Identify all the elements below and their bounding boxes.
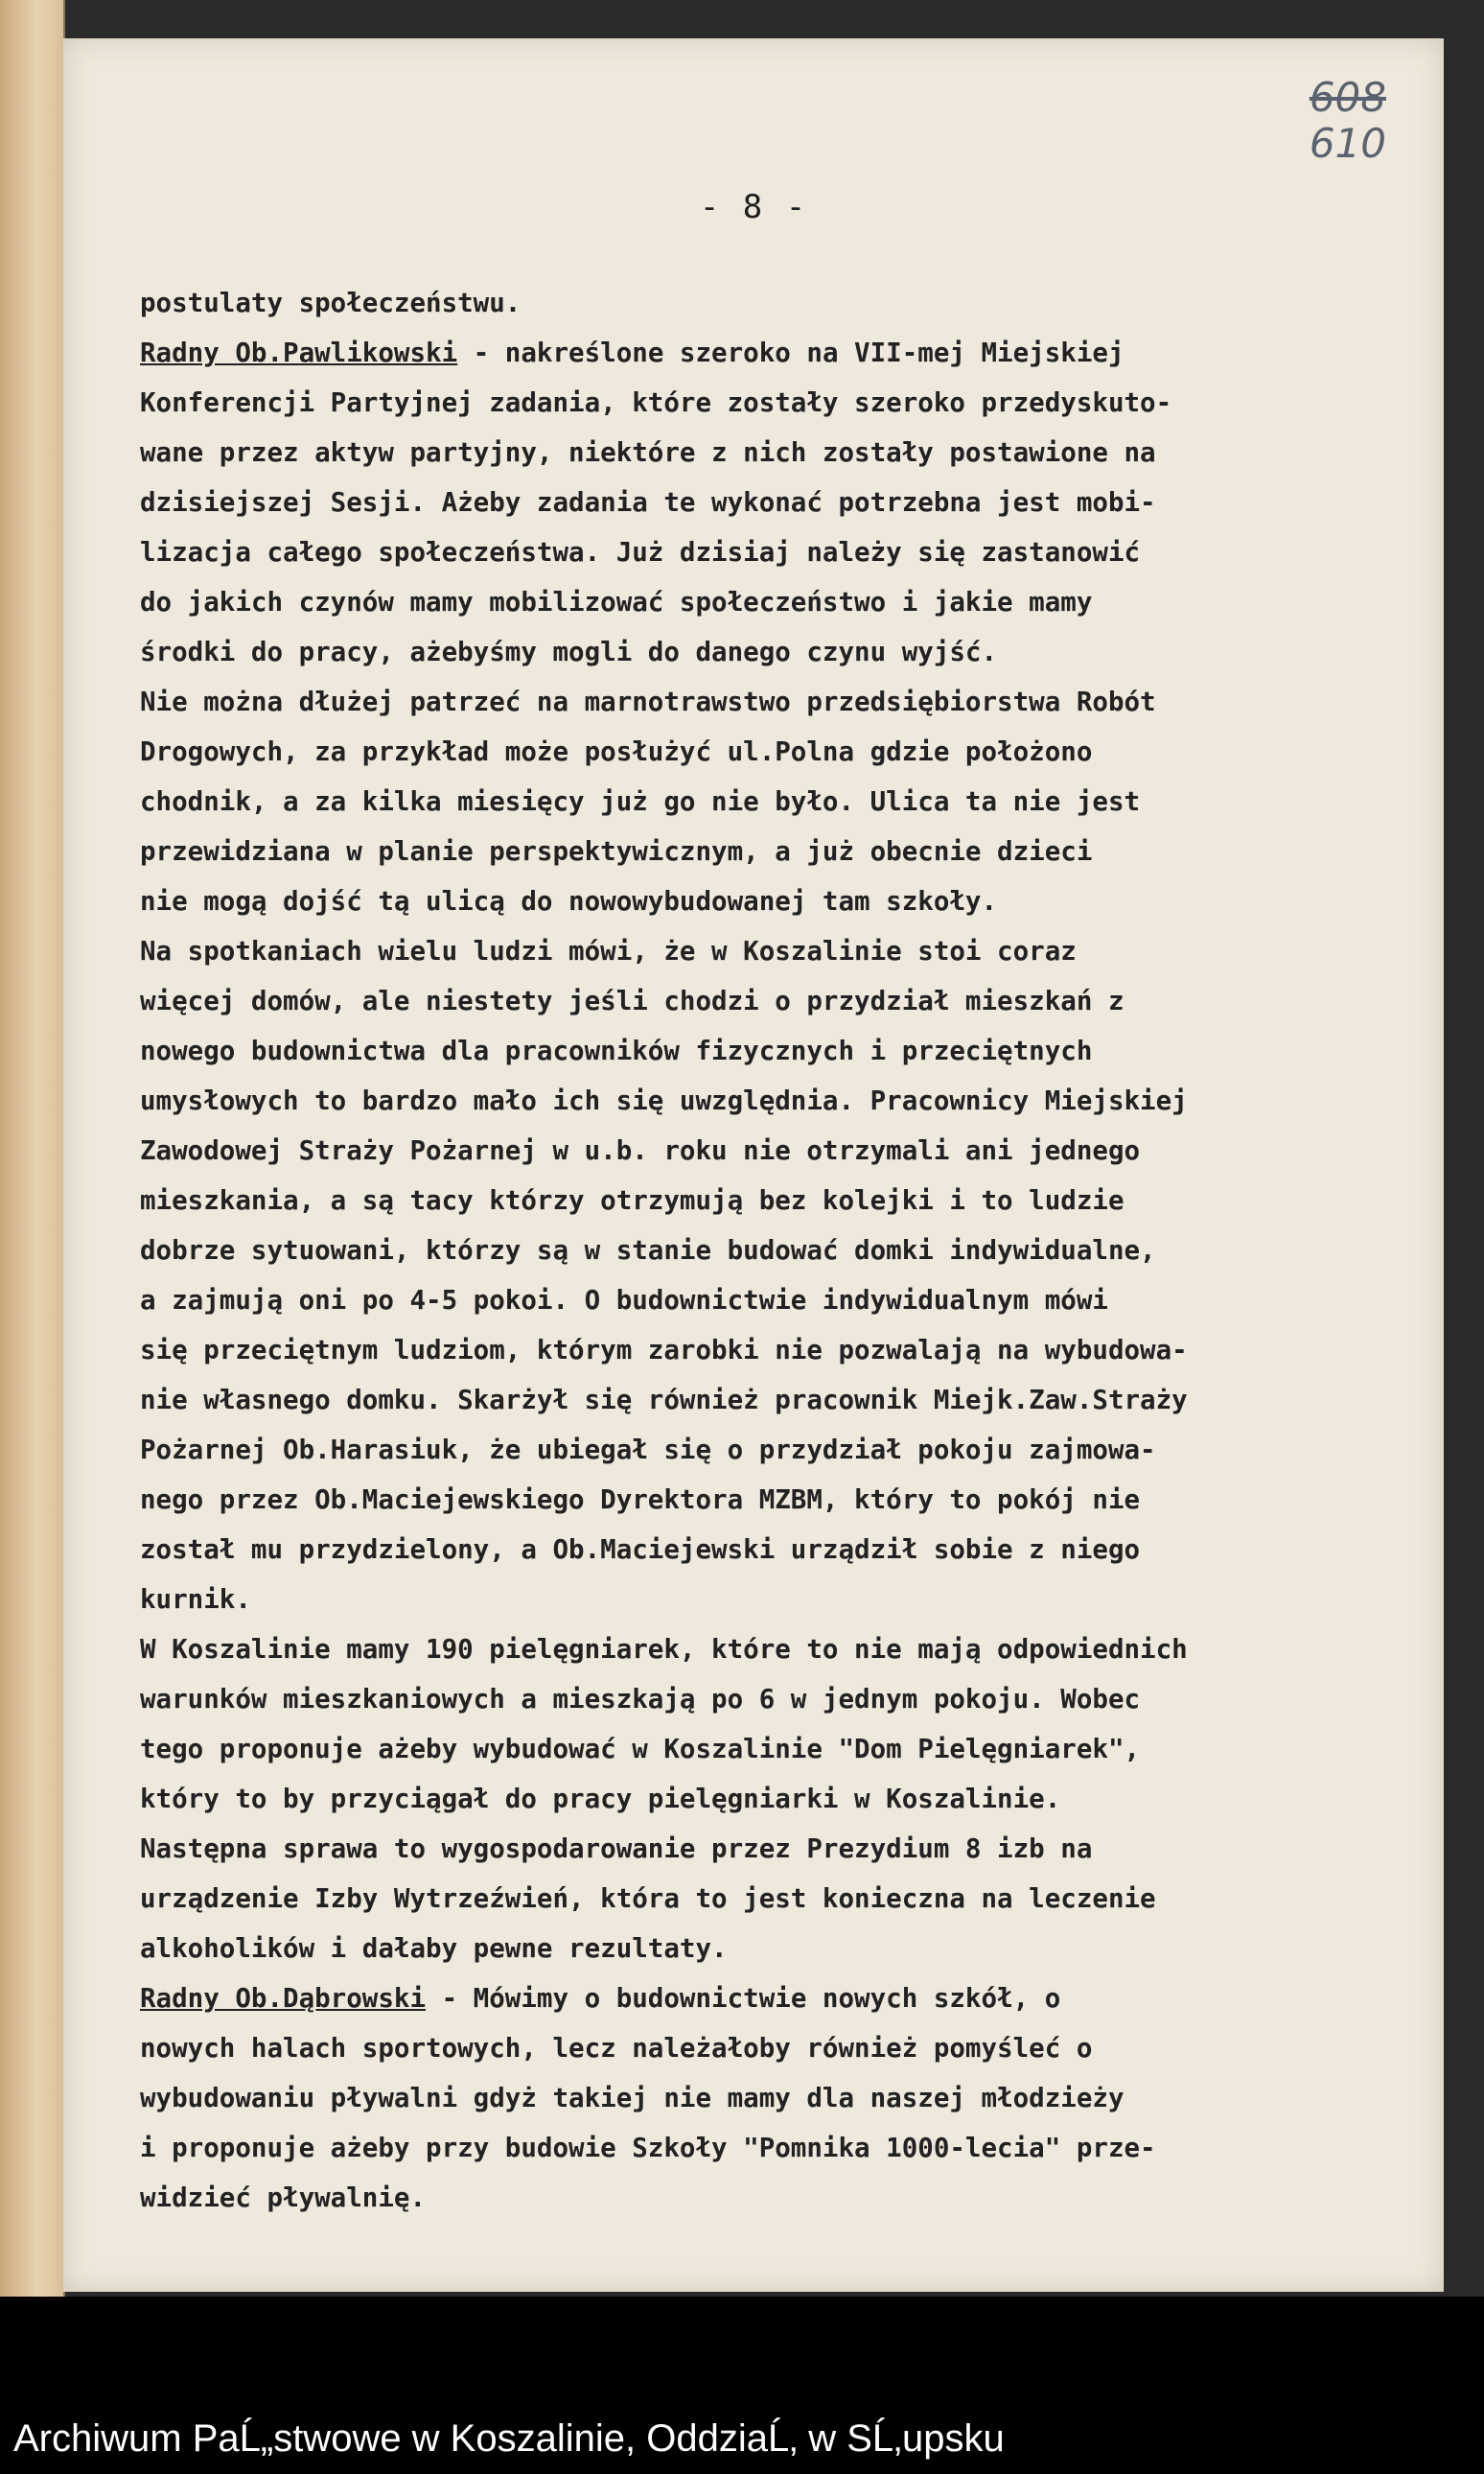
text-line xyxy=(140,677,1472,727)
text-line xyxy=(140,876,1472,926)
line-text: umysłowych to bardzo mało ich się uwzględnia. Pracownicy Miejskiej xyxy=(140,1085,1188,1116)
text-line xyxy=(140,1076,1472,1126)
text-line xyxy=(140,278,1472,328)
text-line xyxy=(140,2023,1472,2073)
text-line xyxy=(140,627,1472,677)
text-line xyxy=(140,1724,1472,1774)
archive-page-numbers xyxy=(1310,75,1386,167)
page-number: - 8 - xyxy=(699,188,808,226)
line-text: chodnik, a za kilka miesięcy już go nie było. Ulica ta nie jest xyxy=(140,786,1141,817)
line-text: się przeciętnym ludziom, którym zarobki nie pozwalają na wybudowa- xyxy=(140,1335,1188,1365)
adjacent-page-edge xyxy=(0,0,65,2297)
line-text: nie mogą dojść tą ulicą do nowowybudowanej tam szkoły. xyxy=(140,886,998,917)
archive-number-current: 610 xyxy=(1309,120,1386,167)
line-text: nowych halach sportowych, lecz należałoby również pomyśleć o xyxy=(140,2033,1093,2064)
line-text: a zajmują oni po 4-5 pokoi. O budownictwie indywidualnym mówi xyxy=(140,1285,1108,1316)
line-text: Zawodowej Straży Pożarnej w u.b. roku nie otrzymali ani jednego xyxy=(140,1135,1141,1166)
text-line xyxy=(140,777,1472,827)
text-line xyxy=(140,428,1472,478)
line-text: widzieć pływalnię. xyxy=(140,2182,427,2213)
text-line xyxy=(140,1924,1472,1973)
line-text: Nie można dłużej patrzeć na marnotrawstwo przedsiębiorstwa Robót xyxy=(140,687,1156,717)
line-text: wybudowaniu pływalni gdyż takiej nie mamy dla naszej młodzieży xyxy=(140,2083,1125,2113)
line-text: - nakreślone szeroko na VII-mej Miejskiej xyxy=(457,338,1125,368)
text-line xyxy=(140,1874,1472,1924)
text-line xyxy=(140,478,1472,527)
line-text: W Koszalinie mamy 190 pielęgniarek, które to nie mają odpowiednich xyxy=(140,1634,1188,1665)
document-page xyxy=(63,38,1444,2292)
text-line xyxy=(140,2123,1472,2173)
line-text: Pożarnej Ob.Harasiuk, że ubiegał się o przydział pokoju zajmowa- xyxy=(140,1435,1156,1465)
text-line xyxy=(140,1525,1472,1575)
text-line xyxy=(140,527,1472,577)
line-text: postulaty społeczeństwu. xyxy=(140,288,522,318)
line-text: Drogowych, za przykład może posłużyć ul.Polna gdzie położono xyxy=(140,736,1093,767)
line-text: który to by przyciągał do pracy pielęgniarki w Koszalinie. xyxy=(140,1784,1061,1814)
text-line xyxy=(140,1225,1472,1275)
line-text: nie własnego domku. Skarżył się również pracownik Miejk.Zaw.Straży xyxy=(140,1385,1188,1415)
text-line xyxy=(140,1824,1472,1874)
text-line xyxy=(140,1325,1472,1375)
text-line xyxy=(140,2073,1472,2123)
line-text: - Mówimy o budownictwie nowych szkół, o xyxy=(426,1983,1061,2014)
text-line xyxy=(140,1624,1472,1674)
line-text: tego proponuje ażeby wybudować w Koszalinie "Dom Pielęgniarek", xyxy=(140,1734,1141,1764)
line-text: alkoholików i dałaby pewne rezultaty. xyxy=(140,1933,728,1964)
line-text: więcej domów, ale niestety jeśli chodzi o przydział mieszkań z xyxy=(140,986,1125,1016)
line-text: kurnik. xyxy=(140,1584,251,1615)
text-line xyxy=(140,1575,1472,1624)
speaker-name: Radny Ob.Dąbrowski xyxy=(140,1983,427,2014)
archive-number-struck: 608 xyxy=(1309,74,1386,121)
line-text: lizacja całego społeczeństwa. Już dzisiaj należy się zastanowić xyxy=(140,537,1141,568)
text-line xyxy=(140,1674,1472,1724)
line-text: mieszkania, a są tacy którzy otrzymują bez kolejki i to ludzie xyxy=(140,1185,1125,1216)
text-line xyxy=(140,926,1472,976)
line-text: Na spotkaniach wielu ludzi mówi, że w Koszalinie stoi coraz xyxy=(140,936,1077,967)
line-text: do jakich czynów mamy mobilizować społeczeństwo i jakie mamy xyxy=(140,587,1093,618)
line-text: został mu przydzielony, a Ob.Maciejewski urządził sobie z niego xyxy=(140,1534,1141,1565)
text-line xyxy=(140,827,1472,876)
line-text: i proponuje ażeby przy budowie Szkoły "Pomnika 1000-lecia" prze- xyxy=(140,2133,1156,2163)
line-text: Następna sprawa to wygospodarowanie przez Prezydium 8 izb na xyxy=(140,1833,1093,1864)
text-line xyxy=(140,378,1472,428)
text-line xyxy=(140,1126,1472,1176)
text-line xyxy=(140,1375,1472,1425)
text-line xyxy=(140,328,1472,378)
line-text: środki do pracy, ażebyśmy mogli do danego czynu wyjść. xyxy=(140,637,998,667)
line-text: dzisiejszej Sesji. Ażeby zadania te wykonać potrzebna jest mobi- xyxy=(140,487,1156,518)
archive-attribution: Archiwum PaĹ„stwowe w Koszalinie, OddziaĹ‚ w SĹ‚upsku xyxy=(13,2417,1005,2460)
line-text: przewidziana w planie perspektywicznym, a już obecnie dzieci xyxy=(140,836,1093,867)
text-line xyxy=(140,727,1472,777)
document-body xyxy=(140,278,1472,2223)
text-line xyxy=(140,1176,1472,1225)
text-line xyxy=(140,976,1472,1026)
text-line xyxy=(140,1475,1472,1525)
text-line xyxy=(140,1973,1472,2023)
line-text: nowego budownictwa dla pracowników fizycznych i przeciętnych xyxy=(140,1036,1093,1066)
line-text: wane przez aktyw partyjny, niektóre z nich zostały postawione na xyxy=(140,437,1156,468)
text-line xyxy=(140,1026,1472,1076)
line-text: dobrze sytuowani, którzy są w stanie budować domki indywidualne, xyxy=(140,1235,1156,1266)
text-line xyxy=(140,1425,1472,1475)
text-line xyxy=(140,1774,1472,1824)
text-line xyxy=(140,1275,1472,1325)
line-text: Konferencji Partyjnej zadania, które zostały szeroko przedyskuto- xyxy=(140,387,1172,418)
line-text: warunków mieszkaniowych a mieszkają po 6 w jednym pokoju. Wobec xyxy=(140,1684,1141,1715)
text-line xyxy=(140,577,1472,627)
line-text: urządzenie Izby Wytrzeźwień, która to jest konieczna na leczenie xyxy=(140,1883,1156,1914)
speaker-name: Radny Ob.Pawlikowski xyxy=(140,338,458,368)
line-text: nego przez Ob.Maciejewskiego Dyrektora MZBM, który to pokój nie xyxy=(140,1484,1141,1515)
text-line xyxy=(140,2173,1472,2223)
